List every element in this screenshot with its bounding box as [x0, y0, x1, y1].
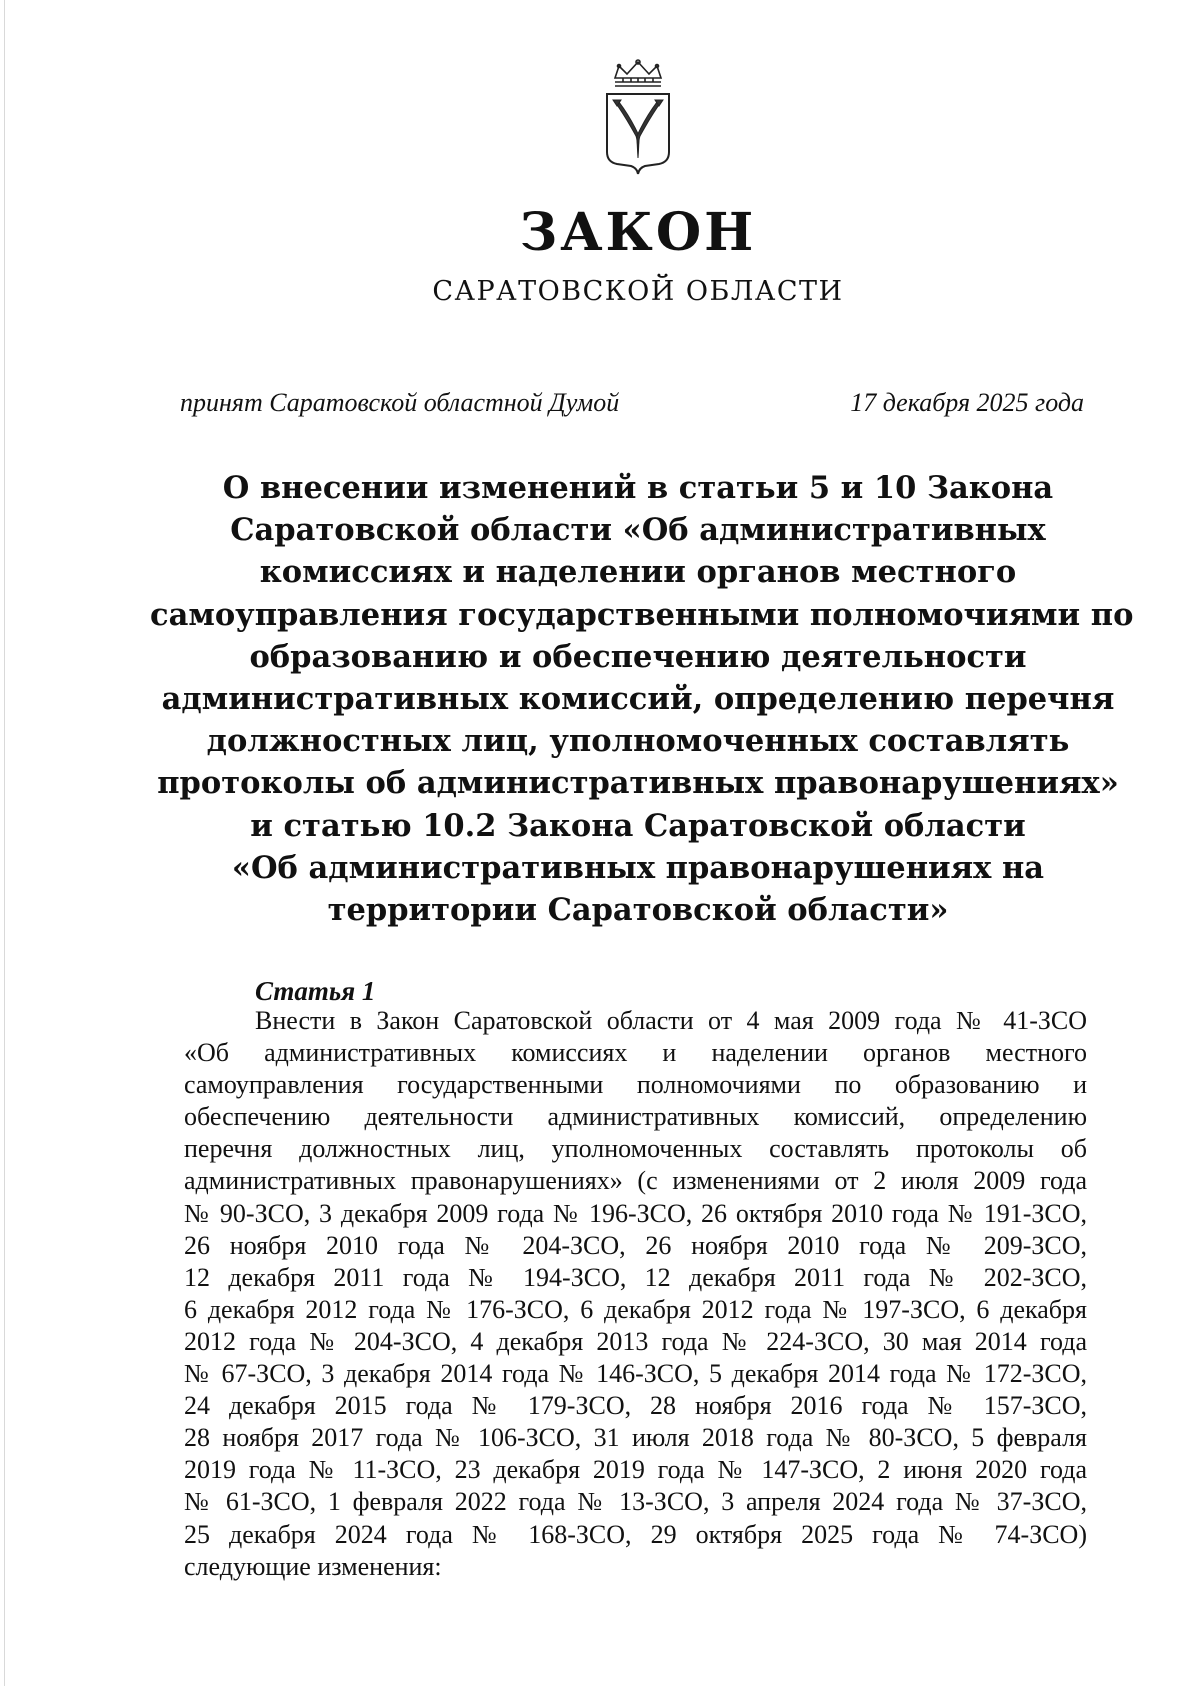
article-line: № 67-ЗСО, 3 декабря 2014 года № 146-ЗСО, 5 декабря 2014 года № 172-ЗСО, — [184, 1359, 1087, 1389]
article-line: перечня должностных лиц, уполномоченных составлять протоколы об — [184, 1134, 1087, 1164]
article-line: административных правонарушениях» (с изменениями от 2 июля 2009 года — [184, 1166, 1087, 1196]
law-title-line: О внесении изменений в статьи 5 и 10 Закона — [222, 470, 1054, 506]
law-title-line: административных комиссий, определению перечня — [161, 681, 1115, 718]
article-line: самоуправления государственными полномочиями по образованию и — [184, 1070, 1087, 1100]
law-title-line: должностных лиц, уполномоченных составлять — [206, 723, 1070, 760]
adoption-date: 17 декабря 2025 года — [850, 388, 1084, 417]
article-line: обеспечению деятельности административных комиссий, определению — [184, 1102, 1087, 1132]
article-line: 12 декабря 2011 года № 194-ЗСО, 12 декабря 2011 года № 202-ЗСО, — [184, 1262, 1087, 1292]
law-title-line: «Об административных правонарушениях на — [231, 849, 1045, 886]
article-line: 6 декабря 2012 года № 176-ЗСО, 6 декабря 2012 года № 197-ЗСО, 6 декабря — [184, 1294, 1087, 1324]
adoption-body: принят Саратовской областной Думой — [180, 388, 620, 417]
article-line: «Об административных комиссиях и наделении органов местного — [184, 1038, 1087, 1068]
article-line: 2019 года № 11-ЗСО, 23 декабря 2019 года № 147-ЗСО, 2 июня 2020 года — [184, 1455, 1087, 1485]
document-title: ЗАКОН — [519, 202, 757, 263]
article-line: 28 ноября 2017 года № 106-ЗСО, 31 июля 2018 года № 80-ЗСО, 5 февраля — [184, 1423, 1087, 1453]
article-line: № 90-ЗСО, 3 декабря 2009 года № 196-ЗСО, 26 октября 2010 года № 191-ЗСО, — [184, 1198, 1087, 1228]
law-title-line: протоколы об административных правонарушениях» — [157, 765, 1119, 802]
article-1-body — [184, 1005, 1087, 1583]
article-line: № 61-ЗСО, 1 февраля 2022 года № 13-ЗСО, 3 апреля 2024 года № 37-ЗСО, — [184, 1487, 1087, 1517]
document-subtitle: САРАТОВСКОЙ ОБЛАСТИ — [432, 276, 844, 307]
article-line: следующие изменения: — [184, 1551, 442, 1581]
article-line: Внести в Закон Саратовской области от 4 мая 2009 года № 41-ЗСО — [255, 1006, 1087, 1035]
law-title-line: комиссиях и наделении органов местного — [259, 554, 1017, 591]
article-1-title: Статья 1 — [255, 976, 376, 1006]
article-line: 26 ноября 2010 года № 204-ЗСО, 26 ноября 2010 года № 209-ЗСО, — [184, 1230, 1087, 1260]
law-title-line: и статью 10.2 Закона Саратовской области — [250, 807, 1026, 844]
coat-of-arms-icon — [603, 58, 673, 176]
article-line: 24 декабря 2015 года № 179-ЗСО, 28 ноября 2016 года № 157-ЗСО, — [184, 1391, 1087, 1421]
law-title-line: Саратовской области «Об административных — [230, 512, 1046, 549]
article-line: 25 декабря 2024 года № 168-ЗСО, 29 октября 2025 года № 74-ЗСО) — [184, 1519, 1087, 1549]
law-title-line: образованию и обеспечению деятельности — [249, 638, 1027, 675]
law-title-line: территории Саратовской области» — [327, 892, 949, 929]
law-title — [150, 467, 1134, 931]
article-line: 2012 года № 204-ЗСО, 4 декабря 2013 года № 224-ЗСО, 30 мая 2014 года — [184, 1326, 1087, 1356]
law-title-line: самоуправления государственными полномочиями по — [150, 596, 1134, 633]
